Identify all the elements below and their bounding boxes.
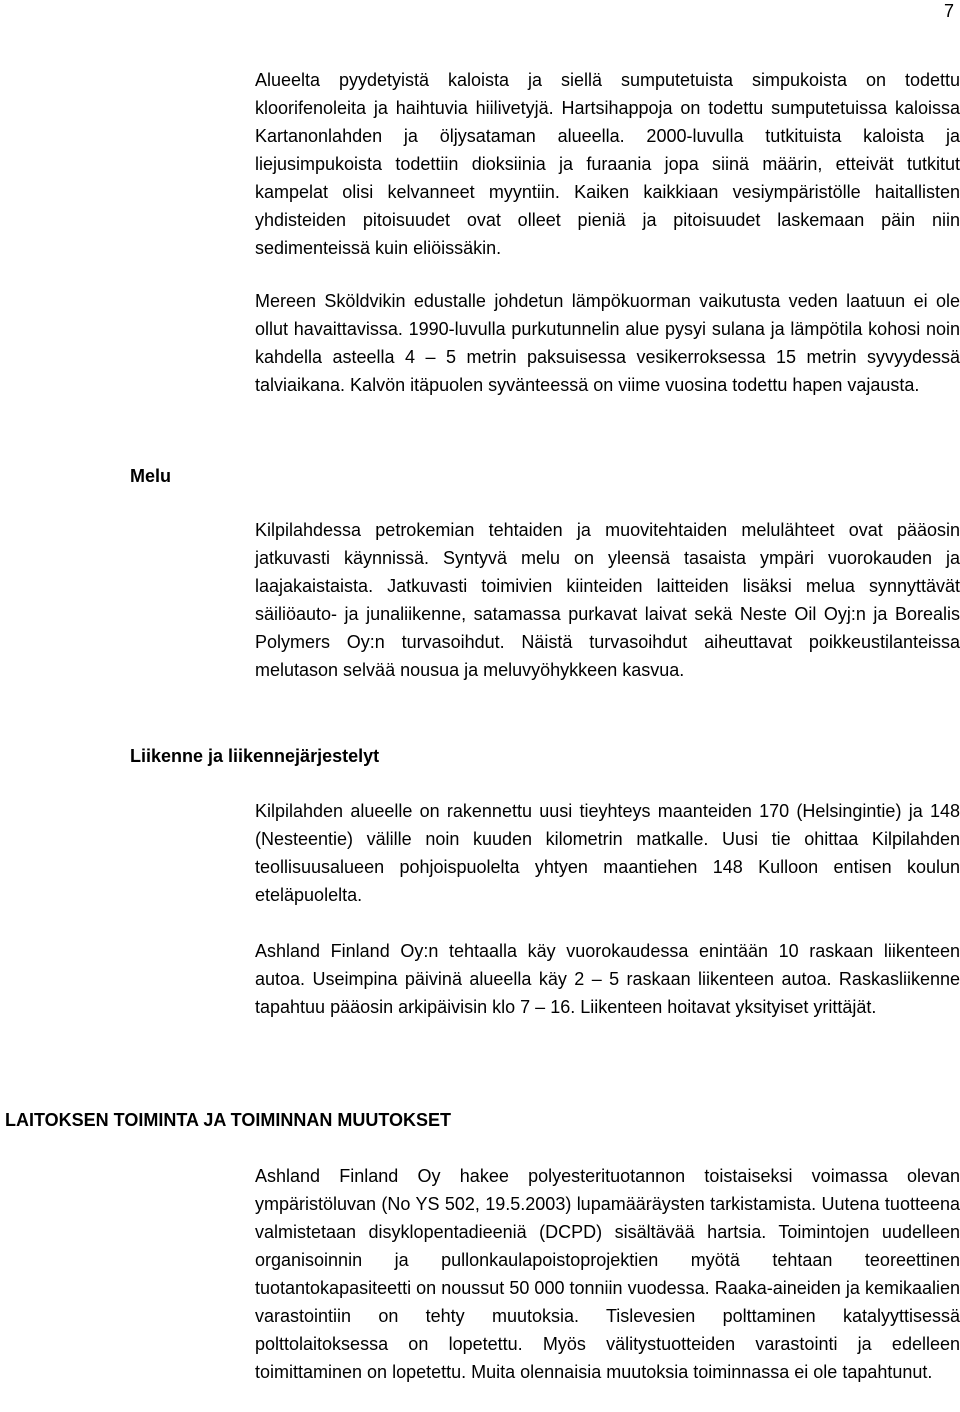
heading-melu: Melu (130, 466, 172, 486)
heading-laitoksen-toiminta: LAITOKSEN TOIMINTA JA TOIMINNAN MUUTOKSET (5, 1110, 452, 1130)
paragraph-plant-changes: Ashland Finland Oy hakee polyesterituotannon toistaiseksi voimassa olevan ympäristöluvan (No YS 502, 19.5.2003) lupamääräysten tarkistamista. Uutena tuotteena valmistetaan disyklopentadieeniä (DCPD) sisältävää hartsia. Toimintojen uudelleen organisoinnin ja pullonkaulapoistoprojektien myötä tehtaan teoreettinen tuotantokapasiteetti on noussut 50 000 tonniin vuodessa. Raaka-aineiden ja kemikaalien varastointiin on tehty muutoksia. Tislevesien polttaminen katalyyttisessä polttolaitoksessa on lopetettu. Myös välitystuotteiden varastointi ja edelleen toimittaminen on lopetettu. Muita olennaisia muutoksia toiminnassa ei ole tapahtunut. (255, 1166, 960, 1382)
paragraph-heavy-traffic: Ashland Finland Oy:n tehtaalla käy vuorokaudessa enintään 10 raskaan liikenteen autoa. Useimpina päivinä alueella käy 2 – 5 raskaan liikenteen autoa. Raskasliikenne tapahtuu pääosin arkipäivisin klo 7 – 16. Liikenteen hoitavat yksityiset yrittäjät. (255, 941, 960, 1017)
heading-liikenne: Liikenne ja liikennejärjestelyt (130, 746, 380, 766)
paragraph-noise: Kilpilahdessa petrokemian tehtaiden ja muovitehtaiden melulähteet ovat pääosin jatkuvasti käynnissä. Syntyvä melu on yleensä tasaista ympäri vuorokauden ja laajakaistaista. Jatkuvasti toimivien kiinteiden laitteiden lisäksi melua synnyttävät säiliöauto- ja junaliikenne, satamassa purkavat laivat sekä Neste Oil Oyj:n ja Borealis Polymers Oy:n turvasoihdut. Näistä turvasoihdut aiheuttavat poikkeustilanteissa melutason selvää nousua ja meluvyöhykkeen kasvua. (255, 520, 960, 680)
page-number: 7 (943, 1, 954, 21)
paragraph-water-pollutants: Alueelta pyydetyistä kaloista ja siellä sumputetuista simpukoista on todettu kloorifenoleita ja haihtuvia hiilivetyjä. Hartsihappoja on todettu sumputetuissa kaloissa Kartanonlahden ja öljysataman alueella. 2000-luvulla tutkituista kaloista ja liejusimpukoista todettiin dioksiinia ja furaania jopa siinä määrin, etteivät tutkitut kampelat olisi kelvanneet myyntiin. Kaiken kaikkiaan vesiympäristölle haitallisten yhdisteiden pitoisuudet ovat olleet pieniä ja pitoisuudet laskemaan päin niin sedimenteissä kuin eliöissäkin. (255, 70, 960, 258)
paragraph-road: Kilpilahden alueelle on rakennettu uusi tieyhteys maanteiden 170 (Helsingintie) ja 148 (Nesteentie) välille noin kuuden kilometrin matkalle. Uusi tie ohittaa Kilpilahden teollisuusalueen pohjoispuolelta yhtyen maantiehen 148 Kulloon entisen koulun eteläpuolelta. (255, 801, 960, 905)
paragraph-heat-load: Mereen Sköldvikin edustalle johdetun lämpökuorman vaikutusta veden laatuun ei ole ollut havaittavissa. 1990-luvulla purkutunnelin alue pysyi sulana ja lämpötila kohosi noin kahdella asteella 4 – 5 metrin paksuisessa vesikerroksessa 15 metrin syvyydessä talviaikana. Kalvön itäpuolen syvänteessä on viime vuosina todettu hapen vajausta. (255, 291, 960, 395)
